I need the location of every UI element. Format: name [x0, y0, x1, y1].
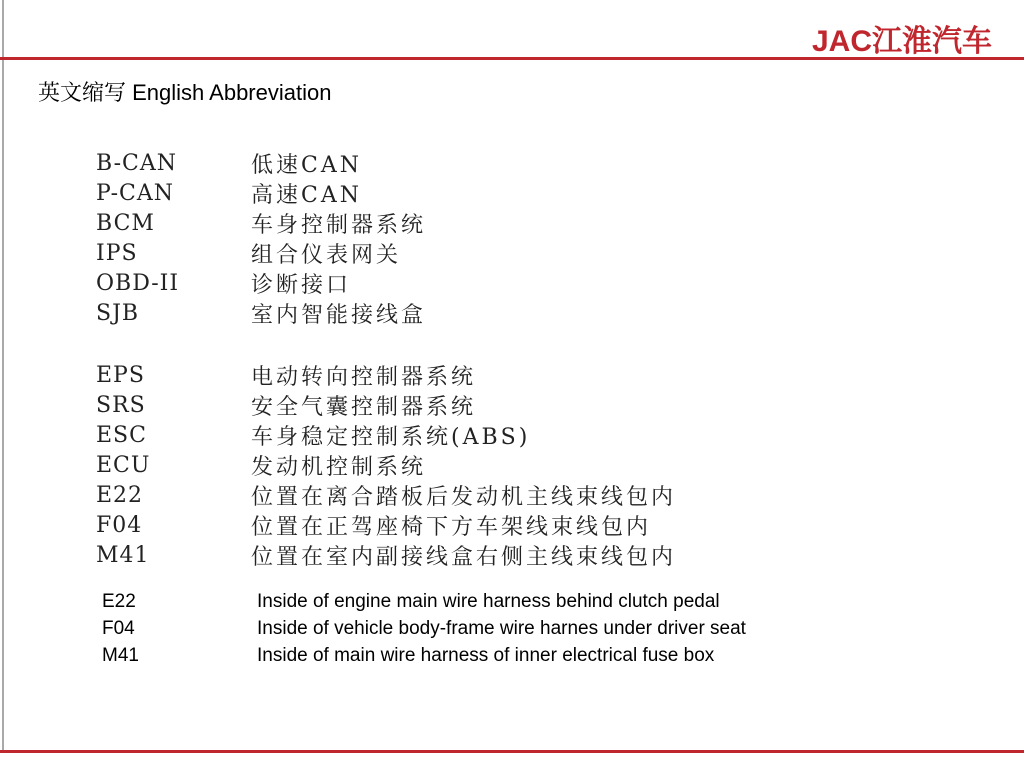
abbreviation-description: 位置在室内副接线盒右侧主线束线包内 — [251, 544, 677, 570]
note-code: F04 — [102, 617, 135, 639]
abbreviation-row — [96, 208, 676, 238]
abbreviation-row — [96, 268, 676, 298]
abbreviation-code: BCM — [96, 210, 155, 236]
note-code: M41 — [102, 644, 139, 666]
abbreviation-row — [96, 148, 676, 178]
abbreviation-row — [96, 540, 676, 570]
abbreviation-code: B-CAN — [96, 150, 177, 176]
abbreviation-description: 位置在离合踏板后发动机主线束线包内 — [251, 484, 677, 510]
abbreviation-description: 发动机控制系统 — [251, 454, 427, 480]
abbreviation-code: EPS — [96, 362, 145, 388]
note-text: Inside of vehicle body-frame wire harnes under driver seat — [257, 617, 746, 639]
page-title: 英文缩写 English Abbreviation — [38, 80, 332, 105]
abbreviation-description: 诊断接口 — [251, 272, 352, 298]
abbreviation-row — [96, 360, 676, 390]
abbreviation-code: ESC — [96, 422, 147, 448]
abbreviation-description: 安全气囊控制器系统 — [251, 394, 477, 420]
abbreviation-code: OBD-II — [96, 270, 180, 296]
abbreviation-code: E22 — [96, 482, 144, 508]
abbreviation-description: 车身控制器系统 — [251, 212, 427, 238]
abbreviation-code: F04 — [96, 512, 143, 538]
note-row — [102, 615, 746, 642]
abbreviation-description: 电动转向控制器系统 — [251, 364, 477, 390]
abbreviation-code: P-CAN — [96, 180, 175, 206]
abbreviation-code: IPS — [96, 240, 138, 266]
abbreviation-row — [96, 298, 676, 328]
abbreviation-description: 车身稳定控制系统(ABS) — [251, 424, 531, 450]
note-row — [102, 588, 746, 615]
note-text: Inside of engine main wire harness behind clutch pedal — [257, 590, 720, 612]
abbreviation-code: M41 — [96, 542, 150, 568]
abbreviation-description: 组合仪表网关 — [251, 242, 402, 268]
note-row — [102, 642, 746, 669]
abbreviation-list — [96, 148, 676, 570]
abbreviation-code: SJB — [96, 300, 140, 326]
abbreviation-code: SRS — [96, 392, 146, 418]
left-divider — [2, 0, 4, 750]
abbreviation-row — [96, 238, 676, 268]
abbreviation-description: 位置在正驾座椅下方车架线束线包内 — [251, 514, 652, 540]
abbreviation-row — [96, 510, 676, 540]
abbreviation-description: 低速CAN — [251, 152, 362, 178]
abbreviation-row — [96, 420, 676, 450]
abbreviation-description: 室内智能接线盒 — [251, 302, 427, 328]
jac-logo: JAC江淮汽车 — [811, 25, 992, 58]
abbreviation-row — [96, 390, 676, 420]
footer-divider — [0, 750, 1024, 753]
note-text: Inside of main wire harness of inner electrical fuse box — [257, 644, 715, 666]
abbreviation-description: 高速CAN — [251, 182, 362, 208]
note-code: E22 — [102, 590, 136, 612]
abbreviation-row — [96, 450, 676, 480]
english-notes — [102, 588, 746, 669]
abbreviation-row — [96, 178, 676, 208]
abbreviation-row — [96, 480, 676, 510]
abbreviation-code: ECU — [96, 452, 151, 478]
